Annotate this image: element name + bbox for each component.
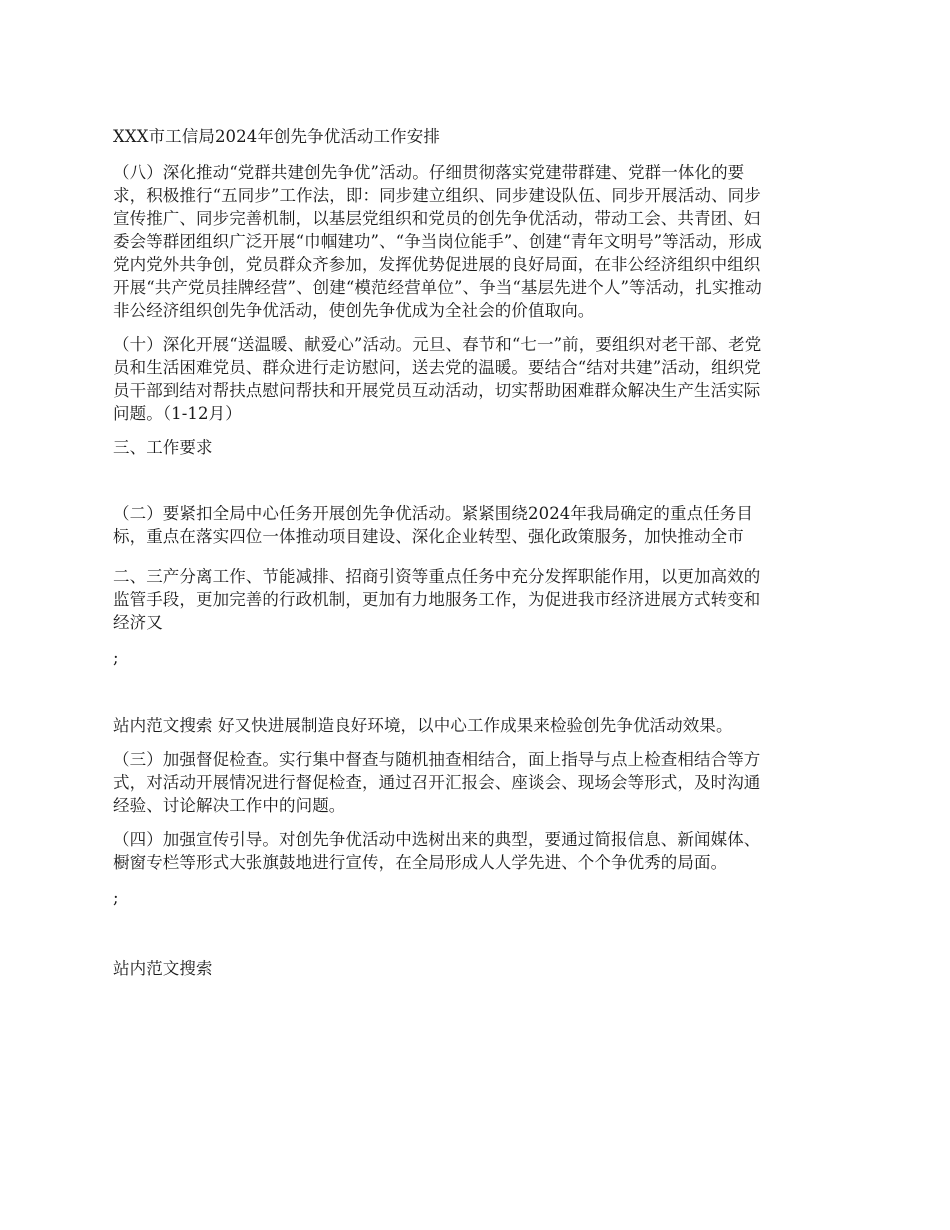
section-heading: 三、工作要求: [113, 438, 213, 457]
paragraph-8-line: 宣传推广、同步完善机制，以基层党组织和党员的创先争优活动，带动工会、共青团、妇: [113, 209, 761, 228]
paragraph-10-line: （十）深化开展“送温暖、献爱心”活动。元旦、春节和“七一”前，要组织对老干部、老党: [113, 335, 762, 354]
paragraph-2-continued-line: 经济又: [113, 613, 163, 632]
search-line: 站内范文搜索 好又快进展制造良好环境，以中心工作成果来检验创先争优活动效果。: [113, 716, 733, 735]
paragraph-3-line: 经验、讨论解决工作中的问题。: [113, 796, 346, 815]
paragraph-3-line: 式，对活动开展情况进行督促检查，通过召开汇报会、座谈会、现场会等形式，及时沟通: [113, 773, 761, 792]
paragraph-10-line: 员干部到结对帮扶点慰问帮扶和开展党员互动活动，切实帮助困难群众解决生产生活实际: [113, 381, 761, 400]
paragraph-4-line: （四）加强宣传引导。对创先争优活动中选树出来的典型，要通过简报信息、新闻媒体、: [113, 830, 761, 849]
paragraph-8-line: 开展“共产党员挂牌经营”、创建“模范经营单位”、争当“基层先进个人”等活动，扎实推动: [113, 278, 762, 297]
document-title: XXX市工信局2024年创先争优活动工作安排: [113, 127, 440, 146]
paragraph-8-line: 求，积极推行“五同步”工作法，即：同步建立组织、同步建设队伍、同步开展活动、同步: [113, 186, 761, 205]
separator-semicolon: ;: [113, 888, 119, 907]
search-line: 站内范文搜索: [113, 959, 213, 978]
paragraph-2-line: （二）要紧扣全局中心任务开展创先争优活动。紧紧围绕2024年我局确定的重点任务目: [113, 504, 753, 523]
paragraph-2-continued-line: 二、三产分离工作、节能减排、招商引资等重点任务中充分发挥职能作用，以更加高效的: [113, 567, 761, 586]
paragraph-8-line: 党内党外共争创，党员群众齐参加，发挥优势促进展的良好局面，在非公经济组织中组织: [113, 255, 761, 274]
paragraph-8-line: 非公经济组织创先争优活动，使创先争优成为全社会的价值取向。: [113, 301, 595, 320]
paragraph-3-line: （三）加强督促检查。实行集中督查与随机抽查相结合，面上指导与点上检查相结合等方: [113, 750, 761, 769]
paragraph-2-line: 标，重点在落实四位一体推动项目建设、深化企业转型、强化政策服务，加快推动全市: [113, 527, 744, 546]
paragraph-10-line: 问题。（1-12月）: [113, 404, 242, 423]
paragraph-8-line: 委会等群团组织广泛开展“巾帼建功”、“争当岗位能手”、创建“青年文明号”等活动，形成: [113, 232, 762, 251]
paragraph-4-line: 橱窗专栏等形式大张旗鼓地进行宣传，在全局形成人人学先进、个个争优秀的局面。: [113, 853, 728, 872]
paragraph-8-line: （八）深化推动“党群共建创先争优”活动。仔细贯彻落实党建带群建、党群一体化的要: [113, 163, 745, 182]
separator-semicolon: ;: [113, 648, 119, 667]
paragraph-2-continued-line: 监管手段，更加完善的行政机制，更加有力地服务工作，为促进我市经济进展方式转变和: [113, 590, 761, 609]
paragraph-10-line: 员和生活困难党员、群众进行走访慰问，送去党的温暖。要结合“结对共建”活动，组织党: [113, 358, 761, 377]
